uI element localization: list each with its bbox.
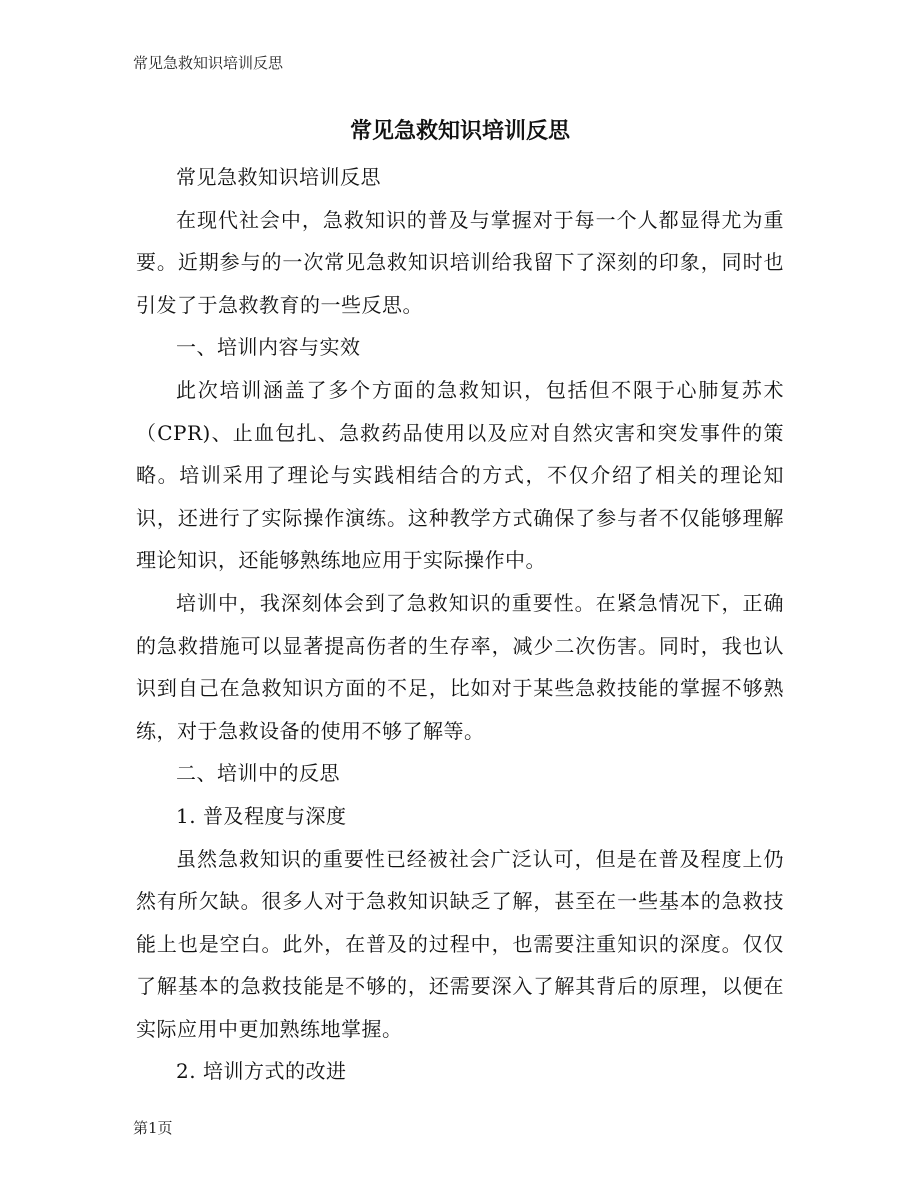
- subheading-2: 2. 培训方式的改进: [176, 1059, 347, 1084]
- page-header: 常见急救知识培训反思: [133, 54, 284, 72]
- paragraph-training-experience: 培训中，我深刻体会到了急救知识的重要性。在紧急情况下，正确的急救措施可以显著提高伤者的生存率，减少二次伤害。同时，我也认识到自己在急救知识方面的不足，比如对于某些急救技能的掌握不够熟练，对于急救设备的使用不够了解等。: [136, 590, 784, 743]
- paragraph-intro: 在现代社会中，急救知识的普及与掌握对于每一个人都显得尤为重要。近期参与的一次常见急救知识培训给我留下了深刻的印象，同时也引发了于急救教育的一些反思。: [136, 207, 784, 317]
- paragraph-popularization: 虽然急救知识的重要性已经被社会广泛认可，但是在普及程度上仍然有所欠缺。很多人对于急救知识缺乏了解，甚至在一些基本的急救技能上也是空白。此外，在普及的过程中，也需要注重知识的深度。仅仅了解基本的急救技能是不够的，还需要深入了解其背后的原理，以便在实际应用中更加熟练地掌握。: [136, 846, 784, 1041]
- paragraph-training-content: 此次培训涵盖了多个方面的急救知识，包括但不限于心肺复苏术（CPR)、止血包扎、急救药品使用以及应对自然灾害和突发事件的策略。培训采用了理论与实践相结合的方式，不仅介绍了相关的理论知识，还进行了实际操作演练。这种教学方式确保了参与者不仅能够理解理论知识，还能够熟练地应用于实际操作中。: [136, 377, 784, 573]
- document-title: 常见急救知识培训反思: [349, 118, 570, 144]
- paragraph-subtitle: 常见急救知识培训反思: [176, 165, 381, 189]
- page-number: 第1页: [133, 1119, 173, 1137]
- section-heading-2: 二、培训中的反思: [176, 761, 340, 786]
- subheading-1: 1. 普及程度与深度: [176, 803, 347, 828]
- section-heading-1: 一、培训内容与实效: [176, 335, 361, 360]
- document-body: [136, 156, 784, 1093]
